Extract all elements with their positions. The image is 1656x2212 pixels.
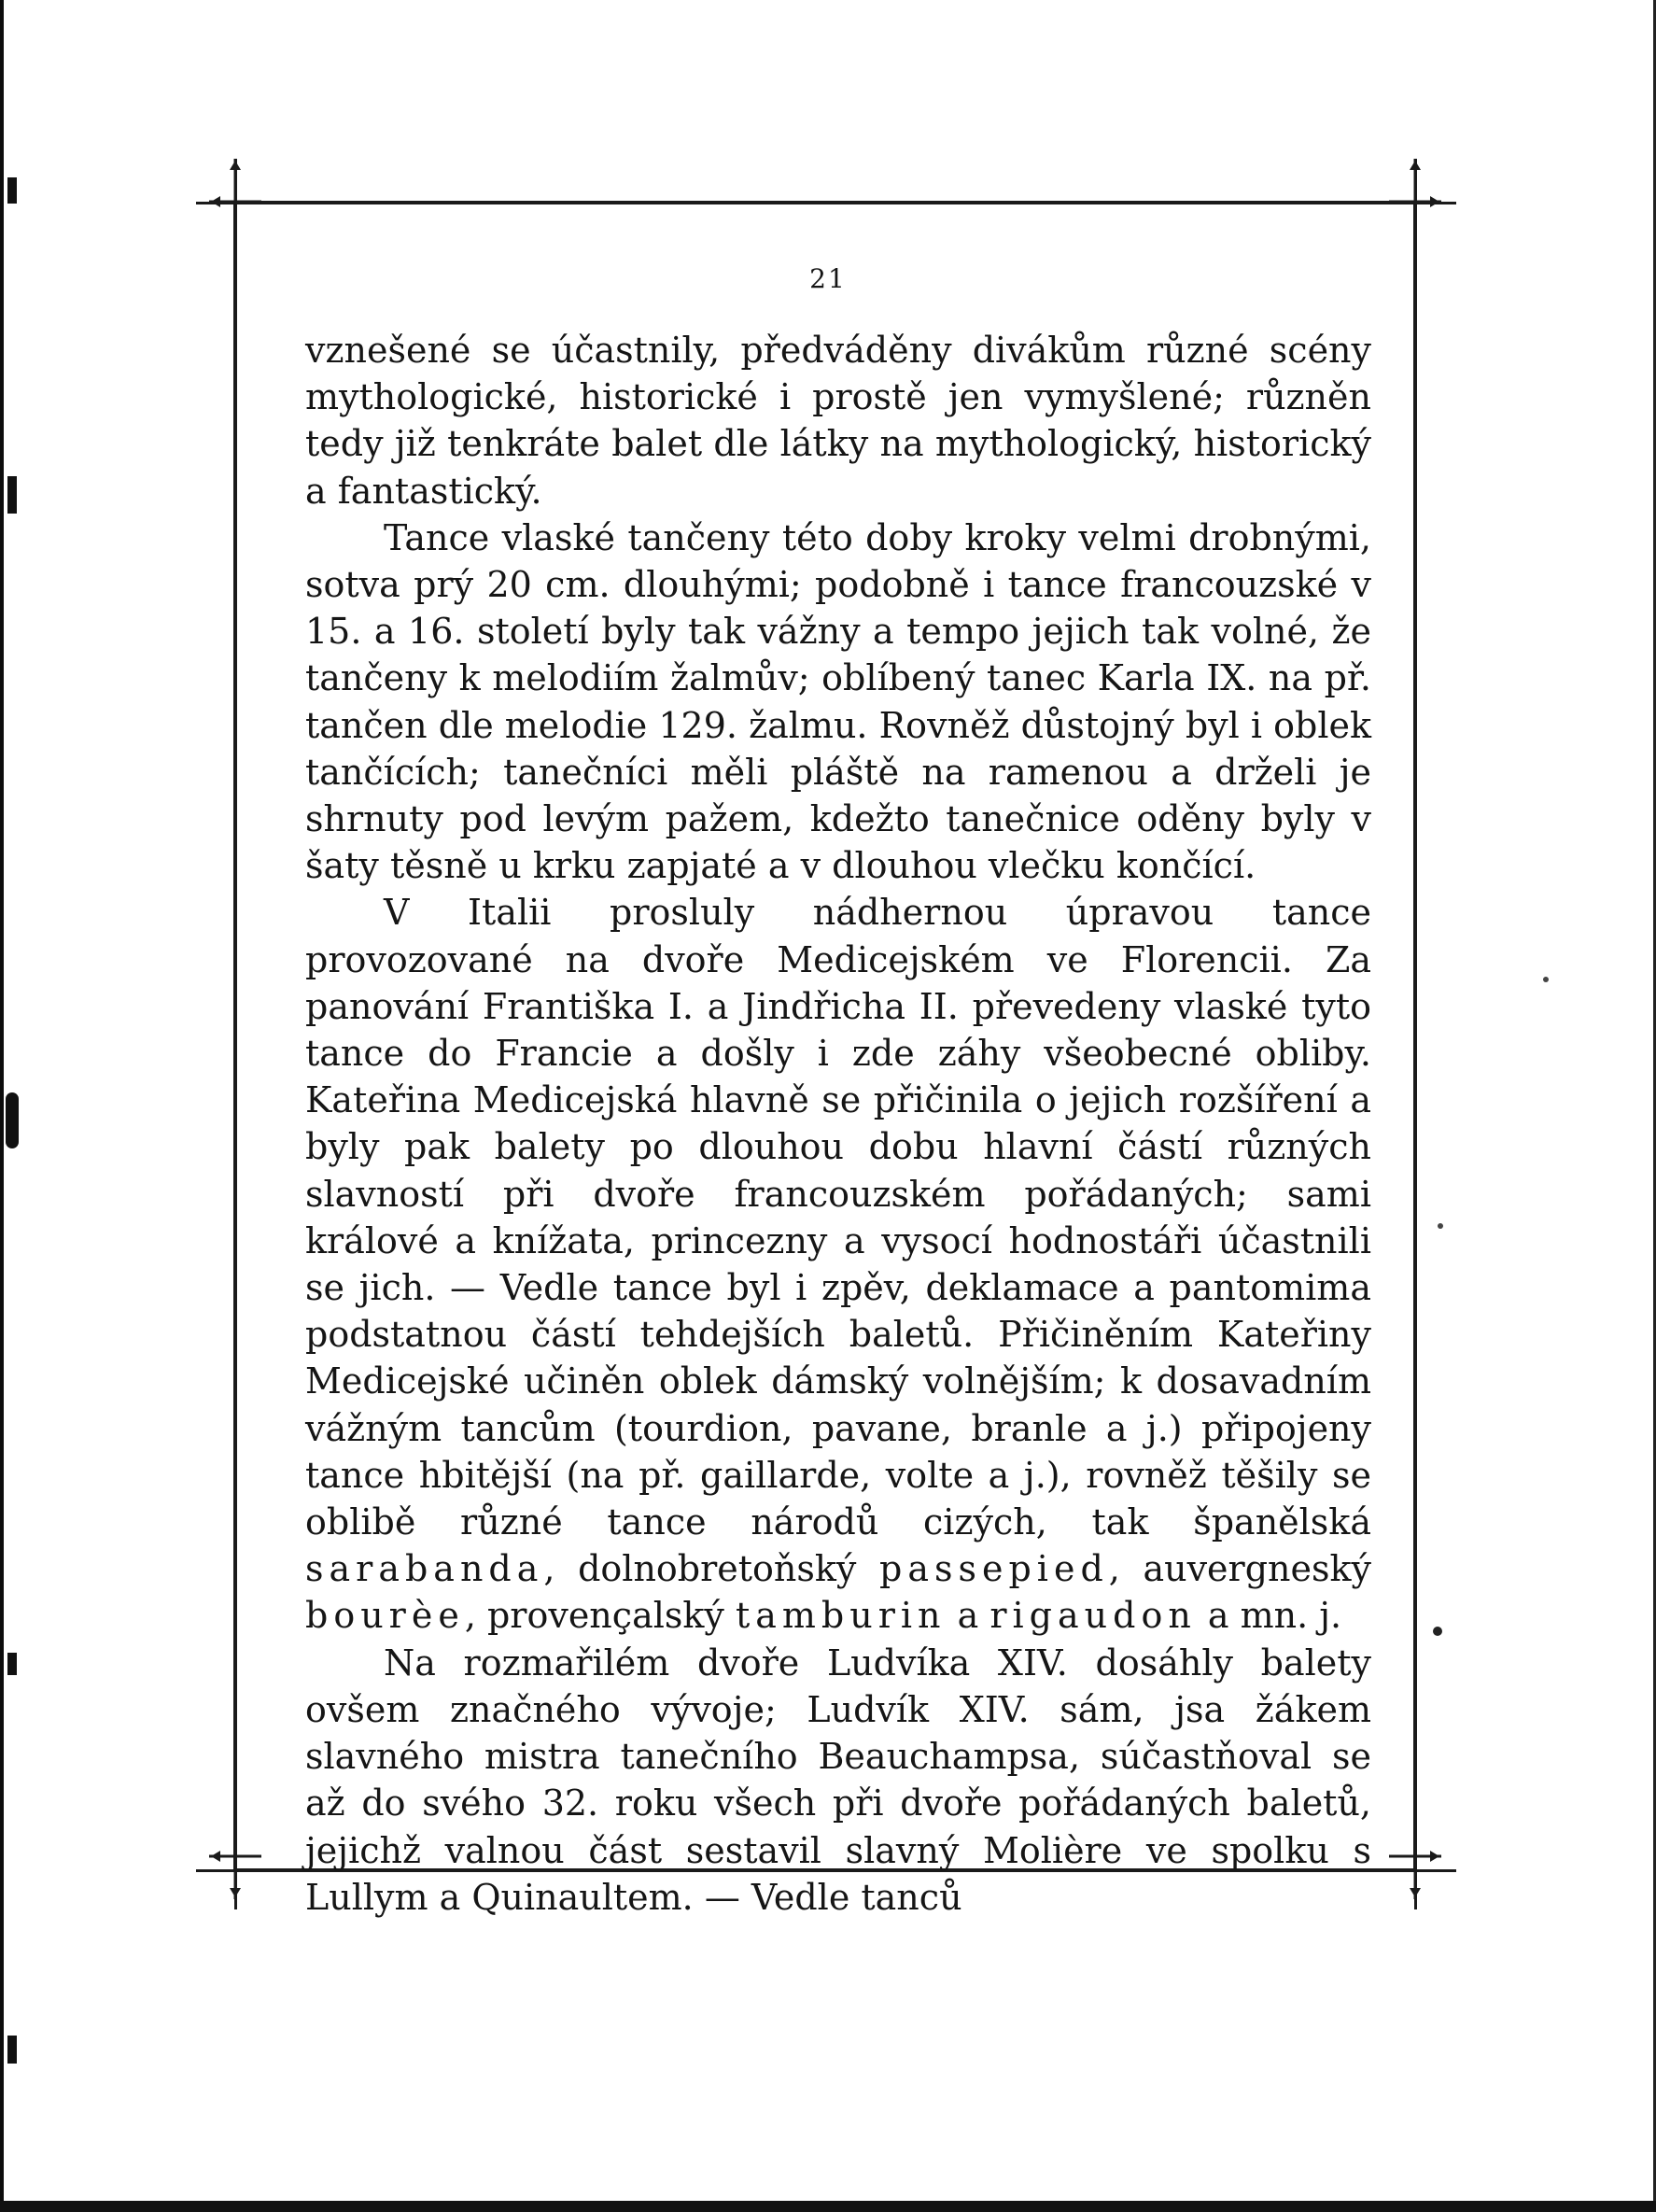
scan-bottom-edge xyxy=(0,2201,1656,2212)
dance-name-bouree: bourèe xyxy=(305,1595,465,1637)
dance-name-rigaudon: rigaudon xyxy=(989,1595,1197,1637)
dance-name-tamburin: tamburin xyxy=(735,1595,947,1637)
frame-top-rule xyxy=(196,202,1456,204)
paragraph xyxy=(305,1640,1371,1921)
text-run: , dolnobretoňský xyxy=(543,1548,880,1590)
speck xyxy=(1433,1627,1442,1636)
paragraph xyxy=(305,327,1371,514)
text-run: , provençalský xyxy=(464,1595,736,1637)
speck xyxy=(1438,1223,1443,1229)
body-text xyxy=(305,327,1371,1921)
scan-mark xyxy=(7,177,17,204)
dance-name-passepied: passepied xyxy=(879,1548,1109,1590)
frame-corner-ornament-bottom-left xyxy=(207,1845,263,1901)
text-run: V Italii prosluly nádhernou úpravou tance provozované na dvoře Medicejském ve Florencii. Za panování Františka I. a Jindřicha II. převedeny vlaské tyto tance do Francie a došly i zde záhy všeobecné obliby. Kateřina Medicejská hlavně se přičinila o jejich rozšíření a byly pak balety po dlouhou dobu hlavní částí různých slavností při dvoře francouzském pořádaných; sami králové a knížata, princezny a vysocí hodnostáři účastnili se jich. — Vedle tance byl i zpěv, deklamace a pantomima podstatnou částí tehdejších baletů. Přičiněním Kateřiny Medicejské učiněn oblek dámský volnějším; k dosavadním vážným tancům (tourdion, pavane, branle a j.) připojeny tance hbitější (na př. gaillarde, volte a j.), rovněž těšily se oblibě různé tance národů cizých, tak španělská xyxy=(305,892,1371,1543)
scan-mark xyxy=(7,1653,17,1675)
scan-mark xyxy=(7,2036,17,2064)
frame-corner-ornament-bottom-right xyxy=(1387,1845,1443,1901)
speck xyxy=(1543,977,1549,982)
text-run: vznešené se účastnily, předváděny divákům různé scény mythologické, historické i prostě jen vymyšlené; různěn tedy již tenkráte balet dle látky na mythologický, historický a fantastický. xyxy=(305,330,1371,512)
scan-mark xyxy=(6,1092,19,1148)
text-run: a mn. j. xyxy=(1196,1595,1342,1637)
text-run: , auvergneský xyxy=(1108,1548,1371,1590)
dance-name-sarabanda: sarabanda xyxy=(305,1548,544,1590)
scan-mark xyxy=(7,476,17,514)
frame-corner-ornament-top-left xyxy=(207,157,263,213)
text-run: a xyxy=(946,1595,990,1637)
paragraph xyxy=(305,889,1371,1639)
paragraph xyxy=(305,514,1371,890)
text-run: Na rozmařilém dvoře Ludvíka XIV. dosáhly balety ovšem značného vývoje; Ludvík XIV. sám, jsa žákem slavného mistra tanečního Beauchampsa, súčastňoval se až do svého 32. roku všech při dvoře pořádaných baletů, jejichž valnou část sestavil slavný Molière ve spolku s Lullym a Quinaultem. — Vedle tanců xyxy=(305,1641,1371,1918)
text-run: Tance vlaské tančeny této doby kroky velmi drobnými, sotva prý 20 cm. dlouhými; podobně i tance francouzské v 15. a 16. století byly tak vážny a tempo jejich tak volné, že tančeny k melodiím žalmův; oblíbený tanec Karla IX. na př. tančen dle melodie 129. žalmu. Rovněž důstojný byl i oblek tančících; tanečníci měli pláště na ramenou a drželi je shrnuty pod levým pažem, kdežto tanečnice oděny byly v šaty těsně u krku zapjaté a v dlouhou vlečku končící. xyxy=(305,516,1371,887)
page-number: 21 xyxy=(809,263,847,294)
frame-corner-ornament-top-right xyxy=(1387,157,1443,213)
